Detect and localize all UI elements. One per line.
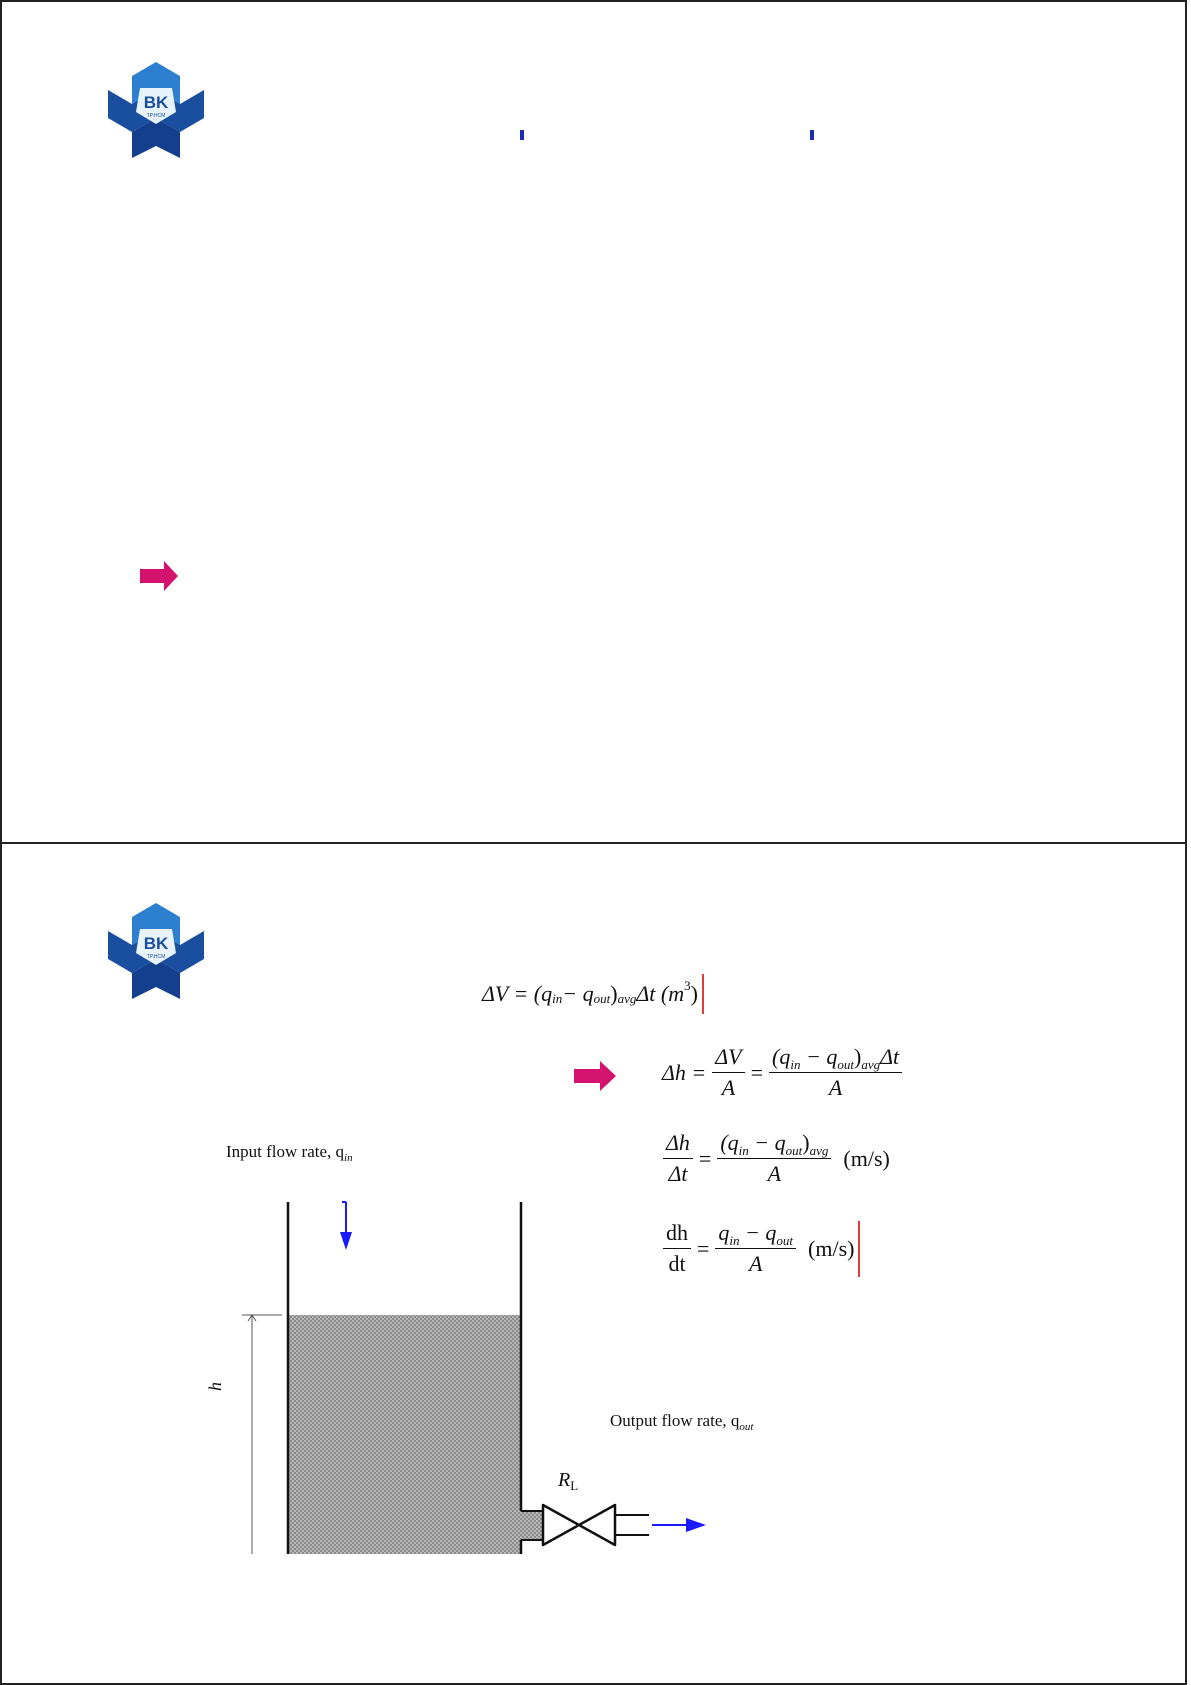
formula-sub: avg	[809, 1143, 829, 1158]
fraction-numerator	[717, 1130, 831, 1159]
formula-text: )	[853, 1044, 862, 1069]
formula-text: − q	[562, 981, 594, 1006]
formula-sub: out	[785, 1143, 803, 1158]
fraction	[717, 1130, 831, 1187]
slide-1	[0, 0, 1187, 843]
formula-text: )	[802, 1130, 810, 1155]
resistor-sub: L	[570, 1478, 579, 1493]
formula-text: (q	[772, 1044, 791, 1069]
formula-text: )	[610, 981, 618, 1006]
fraction-denominator: A	[749, 1251, 763, 1276]
bk-logo	[106, 901, 206, 1001]
liquid	[288, 1315, 521, 1554]
formula-text: (q	[720, 1130, 739, 1155]
formula-text: =	[750, 1059, 764, 1085]
fraction-numerator: dh	[663, 1220, 691, 1249]
formula-unit: (m/s)	[808, 1235, 855, 1261]
formula-text: q	[718, 1220, 730, 1245]
fraction-denominator: A	[721, 1075, 736, 1100]
fraction	[712, 1044, 744, 1101]
fraction-denominator: A	[767, 1161, 782, 1186]
formula-text: Δt	[880, 1044, 900, 1069]
cursor-mark	[702, 974, 704, 1014]
height-label: h	[205, 1382, 225, 1391]
tank-diagram	[212, 1094, 732, 1554]
formula-text: Δh =	[662, 1059, 707, 1085]
height-change-formula	[662, 1044, 908, 1101]
logo-subtext: TP.HCM	[146, 954, 166, 960]
outlet-pipe-liquid	[521, 1511, 543, 1540]
formula-sub: avg	[861, 1057, 881, 1072]
formula-sub: in	[552, 991, 563, 1006]
input-flow-text: Input flow rate, q	[226, 1142, 345, 1161]
valve-icon	[543, 1505, 615, 1545]
formula-sub: in	[790, 1057, 801, 1072]
input-flow-sub: in	[344, 1152, 353, 1164]
title-fragment	[520, 130, 524, 140]
resistor-symbol: R	[558, 1469, 571, 1491]
formula-sub: out	[837, 1057, 854, 1072]
formula-text: )	[690, 981, 698, 1006]
output-flow-sub: out	[739, 1421, 754, 1433]
title-fragment	[810, 130, 814, 140]
formula-sub: avg	[617, 991, 637, 1006]
slide-2	[0, 842, 1187, 1685]
fraction-numerator: ΔV	[712, 1044, 744, 1073]
logo-text: BK	[143, 93, 169, 112]
formula-text: ΔV = (q	[482, 981, 553, 1006]
formula-text: Δt (m	[636, 981, 685, 1006]
input-arrow-icon	[340, 1232, 352, 1250]
fraction-numerator: Δh	[663, 1130, 693, 1159]
output-flow-text: Output flow rate, q	[610, 1411, 740, 1430]
fraction-denominator: dt	[668, 1251, 686, 1276]
fraction-numerator	[769, 1044, 902, 1073]
formula-text: − q	[739, 1220, 777, 1245]
formula-text: =	[697, 1235, 710, 1261]
cursor-mark	[858, 1221, 860, 1277]
volume-change-formula	[482, 974, 704, 1014]
formula-sub: in	[738, 1143, 749, 1158]
formula-sup: 3	[684, 978, 691, 993]
fraction-denominator: A	[828, 1075, 843, 1100]
output-arrow-icon	[686, 1518, 706, 1532]
formula-unit: (m/s)	[843, 1145, 890, 1171]
fraction	[769, 1044, 902, 1101]
right-arrow-icon	[574, 1061, 618, 1091]
fraction-denominator: Δt	[668, 1161, 688, 1186]
right-arrow-icon	[140, 561, 180, 591]
formula-text: − q	[800, 1044, 838, 1069]
logo-subtext: TP.HCM	[146, 113, 166, 119]
formula-text: =	[698, 1145, 712, 1171]
formula-sub: in	[729, 1233, 740, 1248]
formula-text: − q	[748, 1130, 786, 1155]
logo-text: BK	[143, 934, 169, 953]
bk-logo	[106, 60, 206, 160]
formula-sub: out	[776, 1233, 794, 1248]
formula-sub: out	[593, 991, 611, 1006]
